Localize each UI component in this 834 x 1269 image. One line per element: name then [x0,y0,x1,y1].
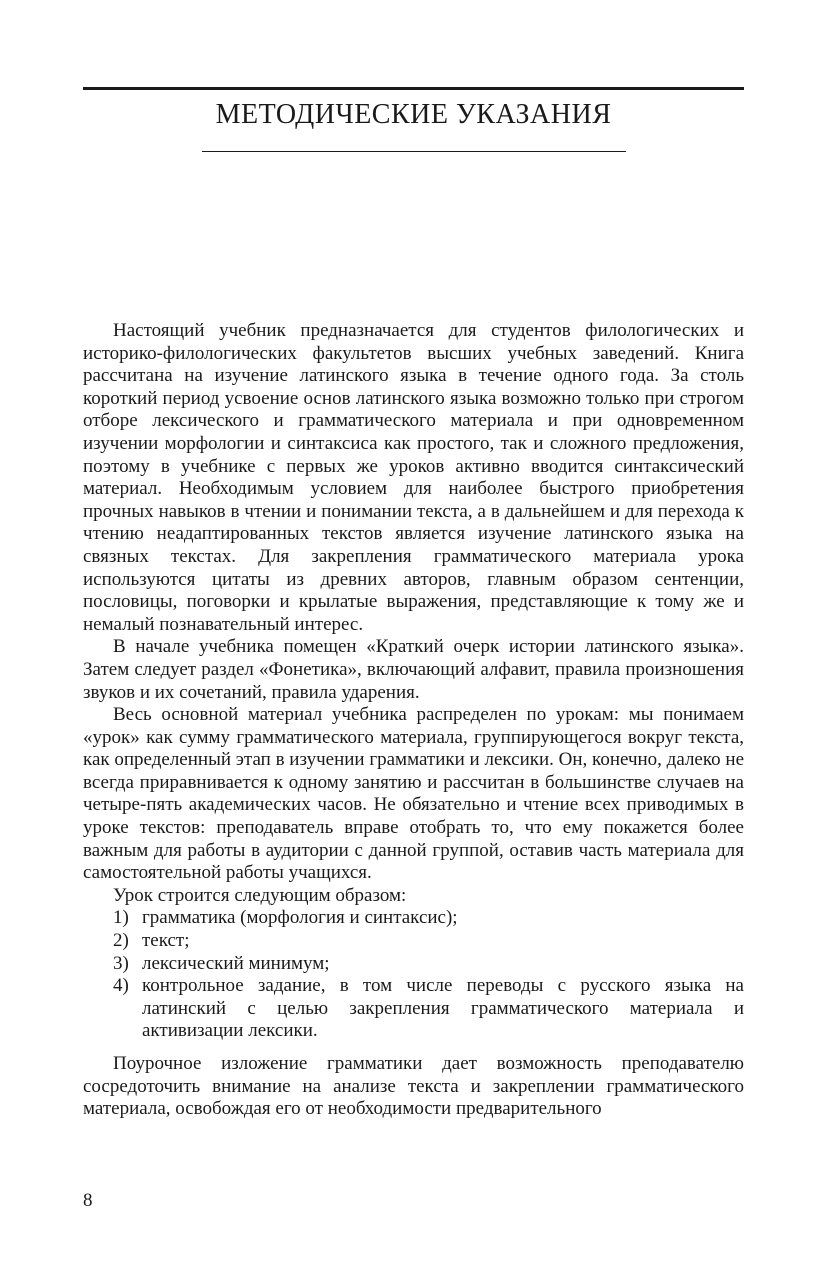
text-body [83,320,744,1121]
list-item-text: контрольное задание, в том числе переводы с русского языка на латинский с целью закрепления грамматического материала и активизации лексики. [142,975,744,1042]
paragraph-closing: Поурочное изложение грамматики дает возможность преподавателю сосредоточить внимание на анализе текста и закреплении грамматического материала, освобождая его от необходимости предварительного [83,1053,744,1120]
paragraph-intro: Настоящий учебник предназначается для студентов филологических и историко-филологических факультетов высших учебных заведений. Книга рассчитана на изучение латинского языка в течение одного года. За столь короткий период усвоение основ латинского языка возможно только при строгом отборе лексического и грамматического материала и при одновременном изучении морфологии и синтаксиса как простого, так и сложного предложения, поэтому в учебнике с первых же уроков активно вводится синтаксический материал. Необходимым условием для наиболее быстрого приобретения прочных навыков в чтении и понимании текста, а в дальнейшем и для перехода к чтению неадаптированных текстов является изучение латинского языка на связных текстах. Для закрепления грамматического материала урока используются цитаты из древних авторов, главным образом сентенции, пословицы, поговорки и крылатые выражения, представляющие к тому же и немалый познавательный интерес. [83,320,744,635]
list-item [83,907,744,930]
list-item-number: 2) [113,930,129,952]
list-item [83,975,744,1043]
section-title: МЕТОДИЧЕСКИЕ УКАЗАНИЯ [215,99,612,130]
list-item [83,930,744,953]
lesson-structure-list [83,907,744,1043]
paragraph-structure: В начале учебника помещен «Краткий очерк истории латинского языка». Затем следует раздел «Фонетика», включающий алфавит, правила произношения звуков и их сочетаний, правила ударения. [83,636,744,703]
list-item-text: текст; [142,930,190,952]
list-item [83,953,744,976]
list-intro: Урок строится следующим образом: [113,884,407,906]
list-item-number: 1) [113,907,129,929]
list-item-text: лексический минимум; [142,952,330,974]
list-item-number: 3) [113,952,129,974]
top-rule [83,87,744,90]
paragraph-lessons: Весь основной материал учебника распределен по урокам: мы понимаем «урок» как сумму грамматического материала, группирующегося вокруг текста, как определенный этап в изучении грамматики и лексики. Он, конечно, далеко не всегда приравнивается к одному занятию и рассчитан в большинстве случаев на четыре-пять академических часов. Не обязательно и чтение всех приводимых в уроке текстов: преподаватель вправе отобрать то, что ему покажется более важным для работы в аудитории с данной группой, оставив часть материала для самостоятельной работы учащихся. [83,704,744,884]
list-item-number: 4) [113,975,129,997]
list-item-text: грамматика (морфология и синтаксис); [142,907,458,929]
title-underline [202,151,626,152]
page-number: 8 [83,1190,93,1211]
